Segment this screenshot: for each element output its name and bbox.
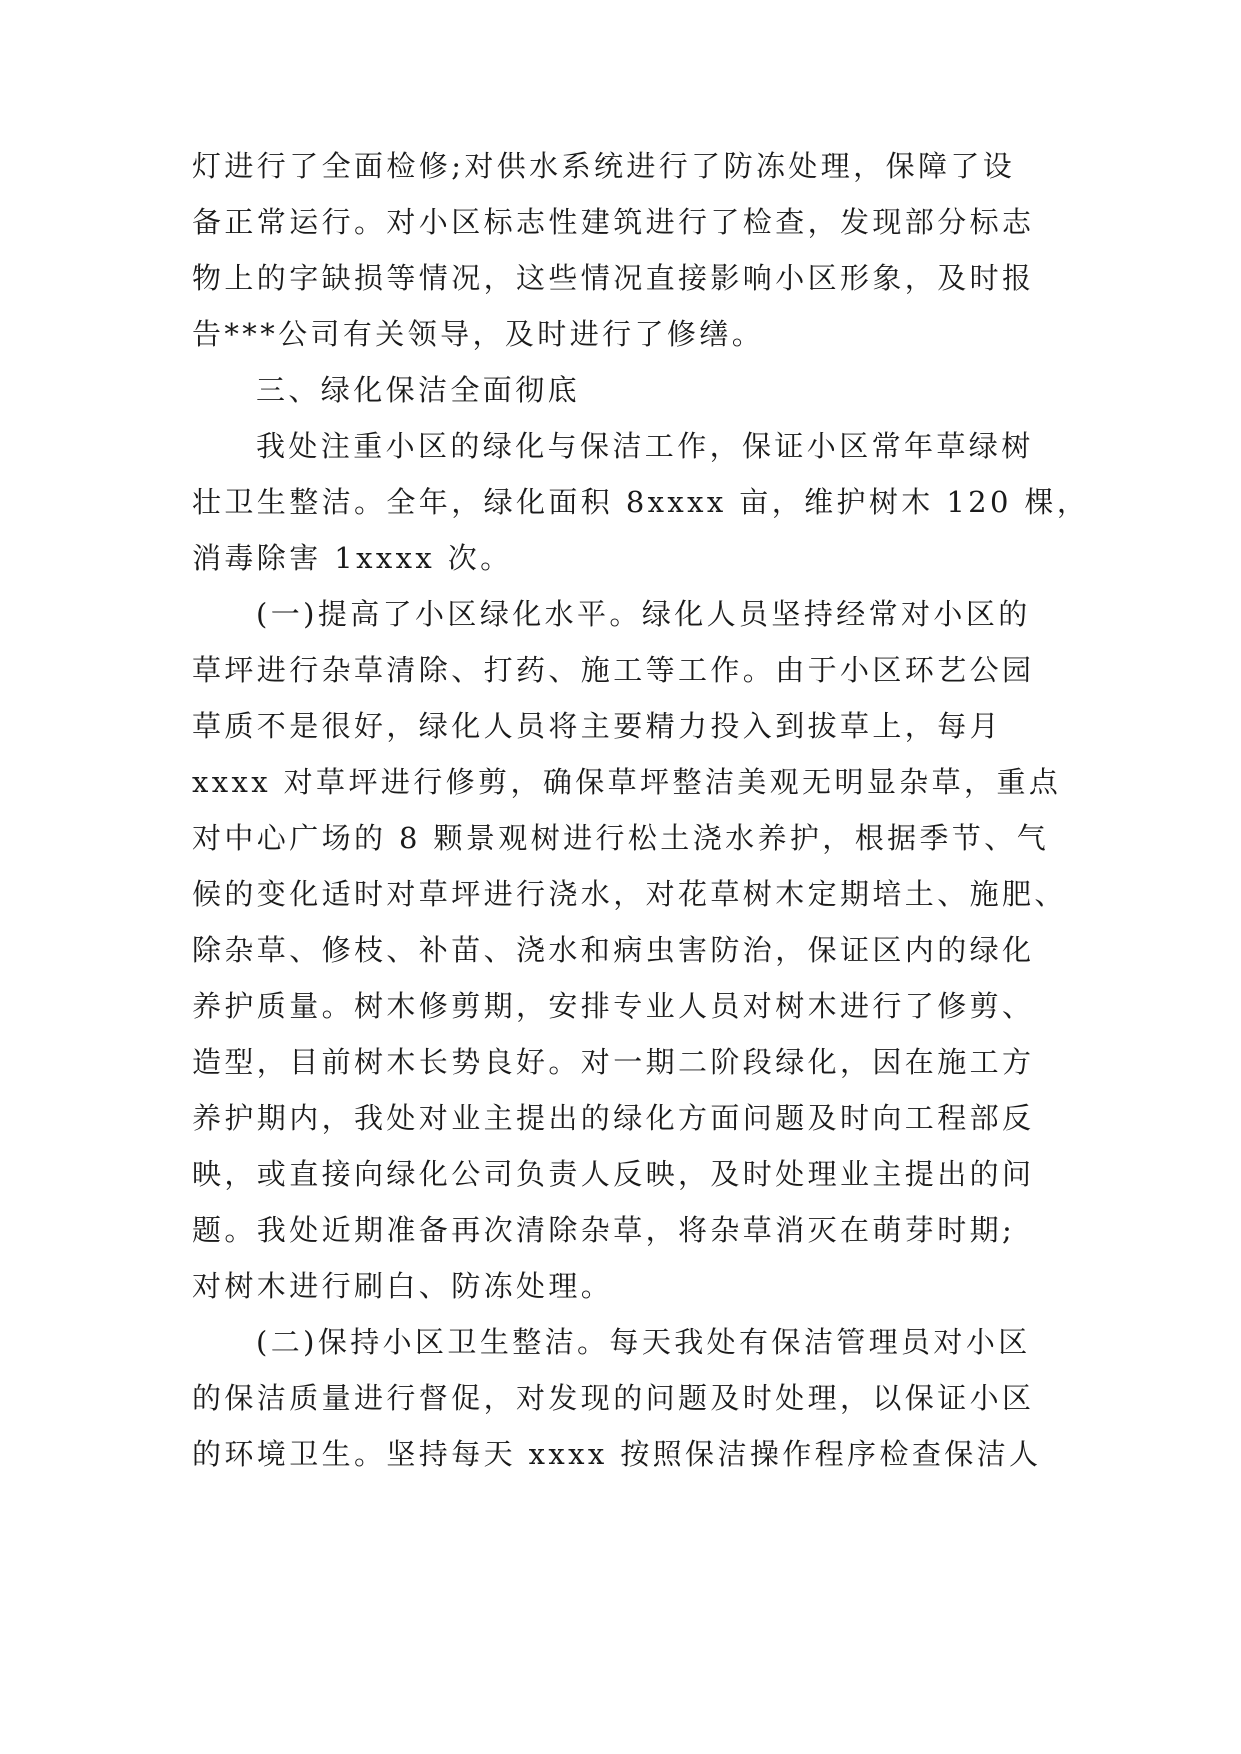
text-line: 告***公司有关领导，及时进行了修缮。 (192, 317, 765, 351)
text-line: 消毒除害 1xxxx 次。 (192, 541, 513, 575)
text-line: 对中心广场的 8 颗景观树进行松土浇水养护，根据季节、气 (192, 821, 1050, 855)
subsection-heading-line: (二)保持小区卫生整洁。每天我处有保洁管理员对小区 (256, 1325, 1031, 1359)
text-line: 题。我处近期准备再次清除杂草，将杂草消灭在萌芽时期; (192, 1213, 1016, 1247)
text-line: 物上的字缺损等情况，这些情况直接影响小区形象，及时报 (192, 261, 1035, 295)
text-line: 候的变化适时对草坪进行浇水，对花草树木定期培土、施肥、 (192, 877, 1067, 911)
text-line: 草质不是很好，绿化人员将主要精力投入到拔草上，每月 (192, 709, 1003, 743)
text-line: 养护质量。树木修剪期，安排专业人员对树木进行了修剪、 (192, 989, 1035, 1023)
subsection-heading-line: (一)提高了小区绿化水平。绿化人员坚持经常对小区的 (256, 597, 1031, 631)
text-line: 的环境卫生。坚持每天 xxxx 按照保洁操作程序检查保洁人 (192, 1437, 1042, 1471)
text-line: 壮卫生整洁。全年，绿化面积 8xxxx 亩，维护树木 120 棵， (192, 485, 1090, 519)
text-line: 备正常运行。对小区标志性建筑进行了检查，发现部分标志 (192, 205, 1035, 239)
text-line: 的保洁质量进行督促，对发现的问题及时处理，以保证小区 (192, 1381, 1035, 1415)
text-line: 养护期内，我处对业主提出的绿化方面问题及时向工程部反 (192, 1101, 1035, 1135)
text-line: 灯进行了全面检修;对供水系统进行了防冻处理，保障了设 (192, 149, 1016, 183)
text-line: 对树木进行刷白、防冻处理。 (192, 1269, 614, 1303)
text-line: 除杂草、修枝、补苗、浇水和病虫害防治，保证区内的绿化 (192, 933, 1035, 967)
text-line: xxxx 对草坪进行修剪，确保草坪整洁美观无明显杂草，重点 (192, 765, 1062, 799)
paragraph-start-line: 我处注重小区的绿化与保洁工作，保证小区常年草绿树 (256, 429, 1034, 463)
section-heading: 三、绿化保洁全面彻底 (256, 373, 581, 407)
text-line: 造型，目前树木长势良好。对一期二阶段绿化，因在施工方 (192, 1045, 1035, 1079)
document-body (192, 138, 1090, 1482)
text-line: 映，或直接向绿化公司负责人反映，及时处理业主提出的问 (192, 1157, 1035, 1191)
text-line: 草坪进行杂草清除、打药、施工等工作。由于小区环艺公园 (192, 653, 1035, 687)
